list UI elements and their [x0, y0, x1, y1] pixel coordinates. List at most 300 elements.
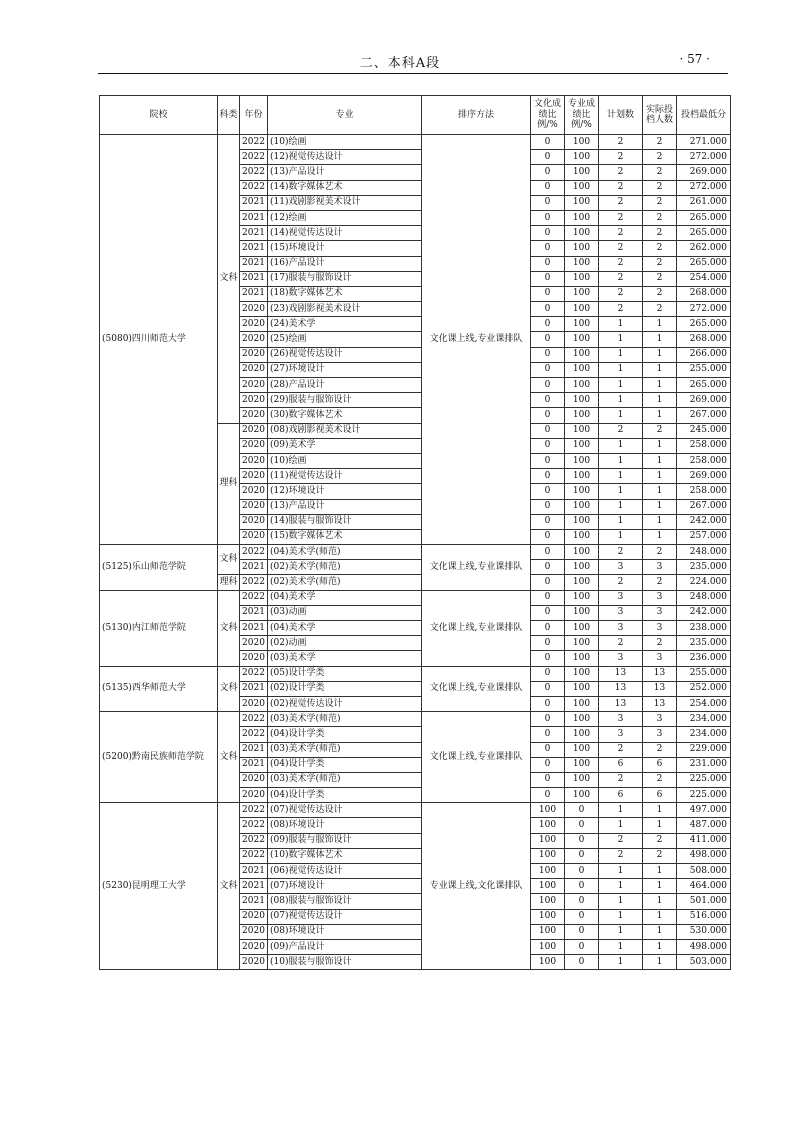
major-ratio-cell: 100 [565, 226, 599, 241]
min-score-cell: 255.000 [677, 666, 731, 681]
actual-cell: 2 [643, 833, 677, 848]
culture-ratio-cell: 0 [531, 788, 565, 803]
major-ratio-cell: 100 [565, 545, 599, 560]
major-ratio-cell: 100 [565, 681, 599, 696]
year-cell: 2020 [240, 514, 268, 529]
major-cell: (30)数字媒体艺术 [268, 408, 422, 423]
min-score-cell: 261.000 [677, 195, 731, 210]
subject-cell: 文科 [218, 545, 240, 575]
plan-cell: 3 [599, 651, 643, 666]
min-score-cell: 268.000 [677, 286, 731, 301]
culture-ratio-cell: 100 [531, 818, 565, 833]
culture-ratio-cell: 0 [531, 332, 565, 347]
culture-ratio-cell: 100 [531, 939, 565, 954]
plan-cell: 13 [599, 681, 643, 696]
min-score-cell: 235.000 [677, 560, 731, 575]
actual-cell: 3 [643, 590, 677, 605]
plan-cell: 1 [599, 438, 643, 453]
year-cell: 2021 [240, 681, 268, 696]
culture-ratio-cell: 100 [531, 803, 565, 818]
sort-method-cell: 文化课上线,专业课排队 [422, 590, 531, 666]
major-cell: (15)环境设计 [268, 241, 422, 256]
culture-ratio-cell: 0 [531, 195, 565, 210]
year-cell: 2020 [240, 469, 268, 484]
plan-cell: 2 [599, 742, 643, 757]
major-cell: (04)美术学 [268, 621, 422, 636]
year-cell: 2020 [240, 529, 268, 544]
min-score-cell: 248.000 [677, 545, 731, 560]
plan-cell: 1 [599, 879, 643, 894]
major-ratio-cell: 100 [565, 241, 599, 256]
year-cell: 2022 [240, 135, 268, 150]
year-cell: 2020 [240, 772, 268, 787]
sort-method-cell: 专业课上线,文化课排队 [422, 803, 531, 970]
year-cell: 2022 [240, 727, 268, 742]
actual-cell: 1 [643, 529, 677, 544]
year-cell: 2021 [240, 241, 268, 256]
major-cell: (24)美术学 [268, 317, 422, 332]
actual-cell: 2 [643, 302, 677, 317]
plan-cell: 1 [599, 362, 643, 377]
actual-cell: 2 [643, 423, 677, 438]
major-cell: (28)产品设计 [268, 378, 422, 393]
major-ratio-cell: 100 [565, 696, 599, 711]
actual-cell: 2 [643, 135, 677, 150]
major-ratio-cell: 100 [565, 302, 599, 317]
major-cell: (08)环境设计 [268, 924, 422, 939]
plan-cell: 1 [599, 499, 643, 514]
min-score-cell: 224.000 [677, 575, 731, 590]
min-score-cell: 242.000 [677, 605, 731, 620]
culture-ratio-cell: 100 [531, 924, 565, 939]
culture-ratio-cell: 0 [531, 393, 565, 408]
major-cell: (18)数字媒体艺术 [268, 286, 422, 301]
major-ratio-cell: 100 [565, 150, 599, 165]
culture-ratio-cell: 0 [531, 727, 565, 742]
actual-cell: 2 [643, 286, 677, 301]
plan-cell: 1 [599, 378, 643, 393]
major-cell: (03)美术学(师范) [268, 712, 422, 727]
subject-cell: 文科 [218, 712, 240, 803]
major-cell: (26)视觉传达设计 [268, 347, 422, 362]
year-cell: 2020 [240, 423, 268, 438]
major-ratio-cell: 100 [565, 651, 599, 666]
major-ratio-cell: 100 [565, 666, 599, 681]
year-cell: 2021 [240, 621, 268, 636]
plan-cell: 1 [599, 818, 643, 833]
major-ratio-cell: 100 [565, 362, 599, 377]
plan-cell: 1 [599, 514, 643, 529]
year-cell: 2020 [240, 499, 268, 514]
major-ratio-cell: 100 [565, 408, 599, 423]
major-cell: (04)设计学类 [268, 727, 422, 742]
major-ratio-cell: 100 [565, 529, 599, 544]
year-cell: 2021 [240, 286, 268, 301]
year-cell: 2021 [240, 226, 268, 241]
actual-cell: 1 [643, 499, 677, 514]
admission-table [99, 95, 731, 970]
culture-ratio-cell: 0 [531, 378, 565, 393]
actual-cell: 2 [643, 848, 677, 863]
major-ratio-cell: 100 [565, 605, 599, 620]
actual-cell: 1 [643, 469, 677, 484]
major-ratio-cell: 100 [565, 438, 599, 453]
major-ratio-cell: 0 [565, 864, 599, 879]
major-cell: (25)绘画 [268, 332, 422, 347]
actual-cell: 13 [643, 666, 677, 681]
min-score-cell: 242.000 [677, 514, 731, 529]
major-ratio-cell: 100 [565, 165, 599, 180]
plan-cell: 2 [599, 575, 643, 590]
subject-cell: 理科 [218, 423, 240, 545]
major-ratio-cell: 100 [565, 180, 599, 195]
column-header: 文化成绩比例/% [531, 96, 565, 135]
min-score-cell: 268.000 [677, 332, 731, 347]
major-cell: (06)视觉传达设计 [268, 864, 422, 879]
major-ratio-cell: 100 [565, 271, 599, 286]
year-cell: 2021 [240, 256, 268, 271]
major-cell: (23)戏剧影视美术设计 [268, 302, 422, 317]
major-ratio-cell: 100 [565, 757, 599, 772]
school-name: (5135)西华师范大学 [100, 666, 218, 712]
table-row [100, 135, 731, 150]
major-cell: (15)数字媒体艺术 [268, 529, 422, 544]
culture-ratio-cell: 0 [531, 484, 565, 499]
min-score-cell: 234.000 [677, 727, 731, 742]
major-ratio-cell: 100 [565, 195, 599, 210]
min-score-cell: 269.000 [677, 165, 731, 180]
major-ratio-cell: 100 [565, 332, 599, 347]
year-cell: 2021 [240, 605, 268, 620]
year-cell: 2020 [240, 484, 268, 499]
major-cell: (07)视觉传达设计 [268, 909, 422, 924]
min-score-cell: 265.000 [677, 317, 731, 332]
major-ratio-cell: 100 [565, 560, 599, 575]
plan-cell: 2 [599, 210, 643, 225]
major-ratio-cell: 0 [565, 848, 599, 863]
plan-cell: 3 [599, 621, 643, 636]
min-score-cell: 266.000 [677, 347, 731, 362]
major-cell: (05)设计学类 [268, 666, 422, 681]
table-row [100, 712, 731, 727]
actual-cell: 3 [643, 560, 677, 575]
major-cell: (10)数字媒体艺术 [268, 848, 422, 863]
major-cell: (10)绘画 [268, 453, 422, 468]
year-cell: 2022 [240, 165, 268, 180]
actual-cell: 6 [643, 788, 677, 803]
major-cell: (10)服装与服饰设计 [268, 955, 422, 970]
major-cell: (08)环境设计 [268, 818, 422, 833]
sort-method-cell: 文化课上线,专业课排队 [422, 712, 531, 803]
culture-ratio-cell: 0 [531, 317, 565, 332]
plan-cell: 2 [599, 423, 643, 438]
plan-cell: 1 [599, 393, 643, 408]
plan-cell: 2 [599, 545, 643, 560]
major-cell: (02)设计学类 [268, 681, 422, 696]
major-ratio-cell: 0 [565, 818, 599, 833]
actual-cell: 1 [643, 909, 677, 924]
year-cell: 2020 [240, 909, 268, 924]
min-score-cell: 498.000 [677, 848, 731, 863]
major-cell: (11)视觉传达设计 [268, 469, 422, 484]
min-score-cell: 265.000 [677, 226, 731, 241]
plan-cell: 2 [599, 180, 643, 195]
school-name: (5080)四川师范大学 [100, 135, 218, 545]
plan-cell: 2 [599, 302, 643, 317]
actual-cell: 2 [643, 256, 677, 271]
plan-cell: 1 [599, 939, 643, 954]
min-score-cell: 254.000 [677, 271, 731, 286]
culture-ratio-cell: 0 [531, 453, 565, 468]
year-cell: 2020 [240, 453, 268, 468]
min-score-cell: 258.000 [677, 438, 731, 453]
actual-cell: 2 [643, 165, 677, 180]
major-cell: (14)数字媒体艺术 [268, 180, 422, 195]
min-score-cell: 265.000 [677, 210, 731, 225]
major-cell: (12)环境设计 [268, 484, 422, 499]
major-cell: (02)美术学(师范) [268, 560, 422, 575]
actual-cell: 1 [643, 924, 677, 939]
school-name: (5130)内江师范学院 [100, 590, 218, 666]
min-score-cell: 255.000 [677, 362, 731, 377]
year-cell: 2020 [240, 955, 268, 970]
actual-cell: 2 [643, 150, 677, 165]
min-score-cell: 272.000 [677, 150, 731, 165]
actual-cell: 6 [643, 757, 677, 772]
min-score-cell: 245.000 [677, 423, 731, 438]
plan-cell: 6 [599, 788, 643, 803]
year-cell: 2021 [240, 757, 268, 772]
culture-ratio-cell: 0 [531, 681, 565, 696]
major-cell: (07)环境设计 [268, 879, 422, 894]
min-score-cell: 265.000 [677, 378, 731, 393]
plan-cell: 2 [599, 772, 643, 787]
year-cell: 2021 [240, 210, 268, 225]
plan-cell: 1 [599, 529, 643, 544]
year-cell: 2022 [240, 848, 268, 863]
year-cell: 2020 [240, 378, 268, 393]
major-cell: (02)视觉传达设计 [268, 696, 422, 711]
actual-cell: 1 [643, 879, 677, 894]
major-cell: (04)设计学类 [268, 788, 422, 803]
plan-cell: 1 [599, 469, 643, 484]
culture-ratio-cell: 0 [531, 696, 565, 711]
actual-cell: 1 [643, 438, 677, 453]
major-ratio-cell: 100 [565, 772, 599, 787]
actual-cell: 2 [643, 742, 677, 757]
culture-ratio-cell: 0 [531, 499, 565, 514]
major-ratio-cell: 100 [565, 469, 599, 484]
plan-cell: 1 [599, 864, 643, 879]
major-ratio-cell: 100 [565, 514, 599, 529]
table-row [100, 545, 731, 560]
min-score-cell: 503.000 [677, 955, 731, 970]
min-score-cell: 252.000 [677, 681, 731, 696]
year-cell: 2020 [240, 924, 268, 939]
actual-cell: 1 [643, 408, 677, 423]
min-score-cell: 272.000 [677, 180, 731, 195]
culture-ratio-cell: 0 [531, 666, 565, 681]
min-score-cell: 271.000 [677, 135, 731, 150]
major-cell: (14)服装与服饰设计 [268, 514, 422, 529]
plan-cell: 2 [599, 833, 643, 848]
culture-ratio-cell: 0 [531, 180, 565, 195]
min-score-cell: 258.000 [677, 453, 731, 468]
min-score-cell: 269.000 [677, 469, 731, 484]
actual-cell: 3 [643, 651, 677, 666]
year-cell: 2021 [240, 879, 268, 894]
major-ratio-cell: 100 [565, 423, 599, 438]
plan-cell: 3 [599, 605, 643, 620]
plan-cell: 1 [599, 347, 643, 362]
culture-ratio-cell: 0 [531, 241, 565, 256]
culture-ratio-cell: 0 [531, 286, 565, 301]
major-cell: (03)美术学(师范) [268, 772, 422, 787]
major-ratio-cell: 100 [565, 590, 599, 605]
culture-ratio-cell: 0 [531, 545, 565, 560]
table-header-row [100, 96, 731, 135]
actual-cell: 2 [643, 545, 677, 560]
culture-ratio-cell: 0 [531, 575, 565, 590]
min-score-cell: 234.000 [677, 712, 731, 727]
major-ratio-cell: 100 [565, 256, 599, 271]
plan-cell: 2 [599, 150, 643, 165]
plan-cell: 2 [599, 165, 643, 180]
min-score-cell: 267.000 [677, 499, 731, 514]
year-cell: 2022 [240, 180, 268, 195]
major-cell: (12)视觉传达设计 [268, 150, 422, 165]
plan-cell: 1 [599, 317, 643, 332]
plan-cell: 1 [599, 453, 643, 468]
plan-cell: 2 [599, 636, 643, 651]
min-score-cell: 238.000 [677, 621, 731, 636]
major-cell: (10)绘画 [268, 135, 422, 150]
plan-cell: 2 [599, 226, 643, 241]
column-header: 科类 [218, 96, 240, 135]
min-score-cell: 229.000 [677, 742, 731, 757]
min-score-cell: 501.000 [677, 894, 731, 909]
page-number: · 57 · [679, 52, 710, 66]
major-ratio-cell: 0 [565, 939, 599, 954]
culture-ratio-cell: 100 [531, 879, 565, 894]
major-cell: (08)服装与服饰设计 [268, 894, 422, 909]
culture-ratio-cell: 0 [531, 347, 565, 362]
actual-cell: 1 [643, 332, 677, 347]
year-cell: 2021 [240, 560, 268, 575]
min-score-cell: 236.000 [677, 651, 731, 666]
major-cell: (08)戏剧影视美术设计 [268, 423, 422, 438]
column-header: 实际投档人数 [643, 96, 677, 135]
culture-ratio-cell: 0 [531, 590, 565, 605]
major-cell: (09)服装与服饰设计 [268, 833, 422, 848]
culture-ratio-cell: 0 [531, 362, 565, 377]
column-header: 年份 [240, 96, 268, 135]
culture-ratio-cell: 0 [531, 165, 565, 180]
major-ratio-cell: 100 [565, 712, 599, 727]
year-cell: 2022 [240, 818, 268, 833]
culture-ratio-cell: 0 [531, 651, 565, 666]
major-ratio-cell: 0 [565, 833, 599, 848]
min-score-cell: 225.000 [677, 788, 731, 803]
actual-cell: 13 [643, 681, 677, 696]
culture-ratio-cell: 100 [531, 909, 565, 924]
year-cell: 2022 [240, 575, 268, 590]
major-ratio-cell: 100 [565, 347, 599, 362]
min-score-cell: 497.000 [677, 803, 731, 818]
major-cell: (04)美术学 [268, 590, 422, 605]
actual-cell: 3 [643, 727, 677, 742]
year-cell: 2020 [240, 939, 268, 954]
sort-method-cell: 文化课上线,专业课排队 [422, 135, 531, 545]
actual-cell: 1 [643, 484, 677, 499]
actual-cell: 3 [643, 605, 677, 620]
culture-ratio-cell: 0 [531, 150, 565, 165]
culture-ratio-cell: 100 [531, 864, 565, 879]
major-ratio-cell: 100 [565, 393, 599, 408]
culture-ratio-cell: 0 [531, 772, 565, 787]
plan-cell: 3 [599, 560, 643, 575]
actual-cell: 1 [643, 955, 677, 970]
culture-ratio-cell: 0 [531, 210, 565, 225]
culture-ratio-cell: 100 [531, 848, 565, 863]
major-ratio-cell: 100 [565, 484, 599, 499]
major-cell: (02)美术学(师范) [268, 575, 422, 590]
min-score-cell: 272.000 [677, 302, 731, 317]
min-score-cell: 225.000 [677, 772, 731, 787]
major-ratio-cell: 100 [565, 378, 599, 393]
culture-ratio-cell: 100 [531, 894, 565, 909]
page-title: 二、本科A段 [359, 56, 441, 71]
min-score-cell: 498.000 [677, 939, 731, 954]
actual-cell: 3 [643, 621, 677, 636]
major-ratio-cell: 0 [565, 924, 599, 939]
min-score-cell: 464.000 [677, 879, 731, 894]
actual-cell: 2 [643, 772, 677, 787]
year-cell: 2020 [240, 393, 268, 408]
min-score-cell: 530.000 [677, 924, 731, 939]
plan-cell: 3 [599, 727, 643, 742]
culture-ratio-cell: 0 [531, 408, 565, 423]
major-cell: (13)产品设计 [268, 499, 422, 514]
year-cell: 2020 [240, 696, 268, 711]
plan-cell: 13 [599, 666, 643, 681]
plan-cell: 1 [599, 955, 643, 970]
major-cell: (13)产品设计 [268, 165, 422, 180]
table-body [100, 135, 731, 970]
major-ratio-cell: 0 [565, 909, 599, 924]
year-cell: 2020 [240, 332, 268, 347]
plan-cell: 6 [599, 757, 643, 772]
plan-cell: 1 [599, 894, 643, 909]
major-ratio-cell: 100 [565, 286, 599, 301]
culture-ratio-cell: 0 [531, 621, 565, 636]
major-cell: (02)动画 [268, 636, 422, 651]
year-cell: 2020 [240, 438, 268, 453]
actual-cell: 1 [643, 317, 677, 332]
major-cell: (14)视觉传达设计 [268, 226, 422, 241]
culture-ratio-cell: 0 [531, 302, 565, 317]
major-ratio-cell: 100 [565, 499, 599, 514]
culture-ratio-cell: 0 [531, 256, 565, 271]
year-cell: 2021 [240, 864, 268, 879]
culture-ratio-cell: 0 [531, 636, 565, 651]
plan-cell: 1 [599, 408, 643, 423]
year-cell: 2022 [240, 666, 268, 681]
header-rule [98, 73, 728, 74]
year-cell: 2021 [240, 894, 268, 909]
major-ratio-cell: 100 [565, 135, 599, 150]
plan-cell: 2 [599, 271, 643, 286]
